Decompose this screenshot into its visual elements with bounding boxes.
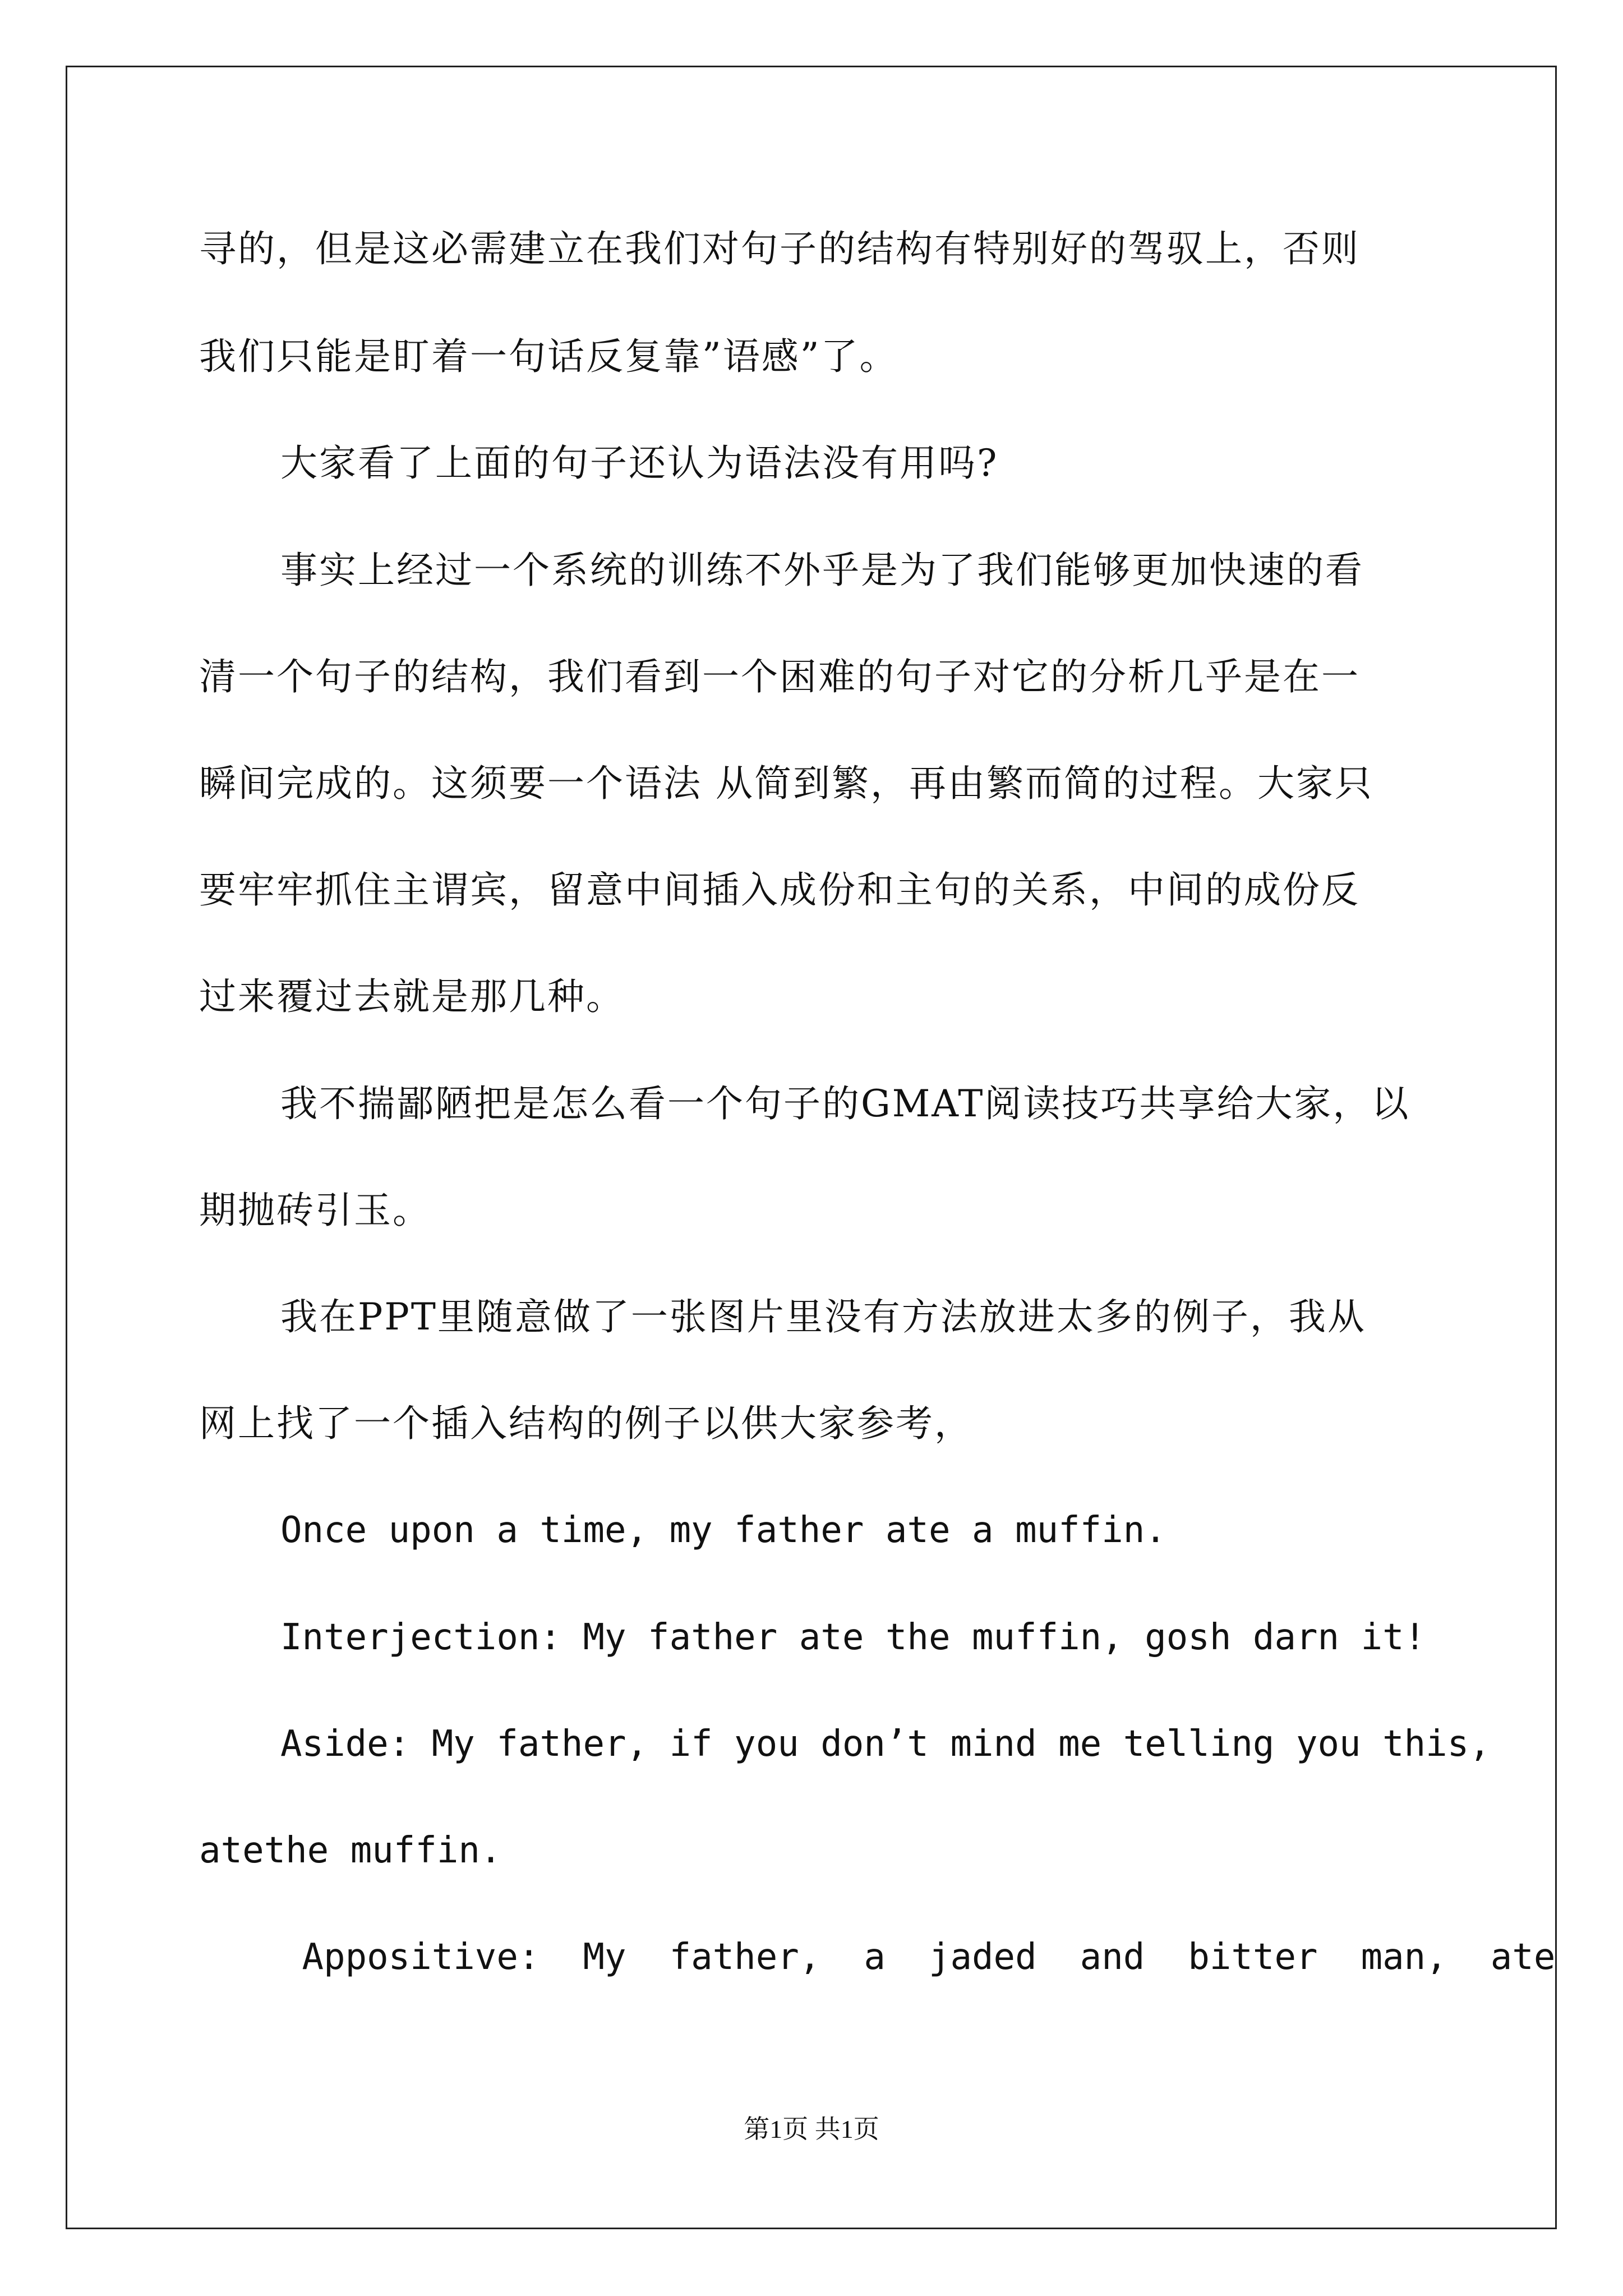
example-sentence: Appositive: My father, a jaded and bitter man, ate [280,1936,1556,1978]
paragraph-line: 我们只能是盯着一句话反复靠”语感”了。 [199,335,898,378]
example-sentence: atethe muffin. [199,1830,502,1871]
paragraph-line: 过来覆过去就是那几种。 [199,975,625,1018]
paragraph-line: 寻的，但是这必需建立在我们对句子的结构有特别好的驾驭上，否则 [199,227,1360,270]
paragraph-line: 我在PPT里随意做了一张图片里没有方法放进太多的例子，我从 [280,1295,1366,1338]
paragraph-line: 清一个句子的结构，我们看到一个困难的句子对它的分析几乎是在一 [199,655,1360,698]
paragraph-line: 瞬间完成的。这须要一个语法 从简到繁，再由繁而简的过程。大家只 [199,762,1373,805]
paragraph-line: 大家看了上面的句子还认为语法没有用吗? [280,441,999,485]
example-sentence: Interjection: My father ate the muffin, gosh darn it! [280,1617,1426,1658]
paragraph-line: 我不揣鄙陋把是怎么看一个句子的GMAT阅读技巧共享给大家，以 [280,1082,1410,1125]
page-footer: 第1页 共1页 [744,2115,879,2143]
example-sentence: Once upon a time, my father ate a muffin. [280,1510,1166,1551]
paragraph-line: 网上找了一个插入结构的例子以供大家参考， [199,1402,973,1445]
paragraph-line: 要牢牢抓住主谓宾，留意中间插入成份和主句的关系，中间的成份反 [199,868,1360,912]
paragraph-line: 事实上经过一个系统的训练不外乎是为了我们能够更加快速的看 [280,549,1364,592]
page-border [66,66,1557,2229]
paragraph-line: 期抛砖引玉。 [199,1189,431,1232]
example-sentence: Aside: My father, if you don’t mind me telling you this, [280,1723,1491,1765]
